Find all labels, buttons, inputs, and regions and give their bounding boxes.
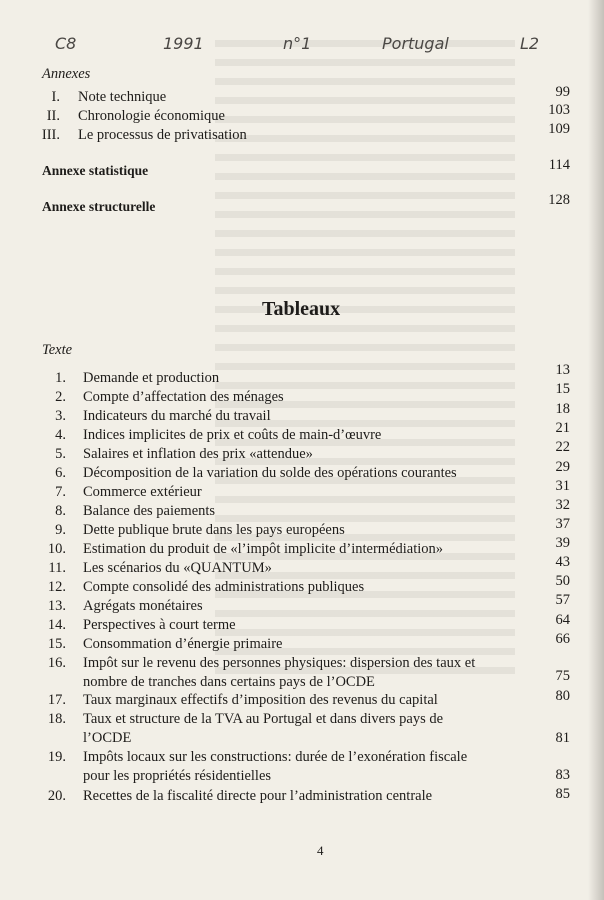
tableau-number: 19. <box>47 749 66 765</box>
tableau-page: 37 <box>555 516 570 532</box>
handwritten-note-2: 1991 <box>163 34 204 53</box>
tableau-page: 13 <box>555 362 570 378</box>
tableau-number: 10. <box>47 541 66 557</box>
tableau-page: 18 <box>555 401 570 417</box>
annex-number: II. <box>46 108 60 124</box>
tableau-label: Impôts locaux sur les constructions: durée de l’exonération fiscale <box>83 749 468 765</box>
tableau-page: 85 <box>555 786 570 802</box>
tableau-label: Salaires et inflation des prix «attendue» <box>83 446 313 462</box>
annex-number: III. <box>41 127 60 143</box>
tableau-page: 32 <box>555 497 570 513</box>
tableau-page: 39 <box>555 535 570 551</box>
tableau-label: Demande et production <box>83 370 220 386</box>
tableau-number: 16. <box>47 655 66 671</box>
annex-number: I. <box>51 89 60 105</box>
tableau-number: 14. <box>47 617 66 633</box>
tableau-label: Compte d’affectation des ménages <box>83 389 284 405</box>
tableaux-title: Tableaux <box>262 298 341 320</box>
tableau-number: 13. <box>47 598 66 614</box>
page-edge-shadow <box>588 0 604 900</box>
page-number: 4 <box>317 843 324 858</box>
tableau-label: Balance des paiements <box>83 503 216 519</box>
tableau-label: Indicateurs du marché du travail <box>83 408 271 424</box>
tableau-label: Recettes de la fiscalité directe pour l’administration centrale <box>83 788 433 804</box>
tableau-page: 22 <box>555 439 570 455</box>
tableau-label: Compte consolidé des administrations publiques <box>83 579 365 595</box>
tableau-number: 20. <box>47 788 66 804</box>
tableau-page: 83 <box>555 767 570 783</box>
tableau-label: Commerce extérieur <box>83 484 202 500</box>
tableau-label: Agrégats monétaires <box>83 598 203 614</box>
tableau-number: 1. <box>55 370 66 386</box>
tableau-number: 18. <box>47 711 66 727</box>
tableau-page: 43 <box>555 554 570 570</box>
annex-page: 99 <box>555 84 570 100</box>
tableau-number: 12. <box>47 579 66 595</box>
tableau-label: Taux marginaux effectifs d’imposition des revenus du capital <box>83 692 438 708</box>
tableau-number: 15. <box>47 636 66 652</box>
annex-label: Chronologie économique <box>78 108 225 124</box>
tableau-number: 17. <box>47 692 66 708</box>
tableau-number: 2. <box>55 389 66 405</box>
tableau-page: 75 <box>555 668 570 684</box>
annexe-statistique-label: Annexe statistique <box>42 163 149 178</box>
handwritten-note-3: n°1 <box>283 34 312 53</box>
tableau-label: Estimation du produit de «l’impôt implicite d’intermédiation» <box>83 541 444 557</box>
tableau-number: 4. <box>55 427 66 443</box>
tableau-page: 15 <box>555 381 570 397</box>
tableau-label: Perspectives à court terme <box>83 617 236 633</box>
tableau-number: 3. <box>55 408 66 424</box>
tableau-number: 11. <box>48 560 66 576</box>
tableau-number: 8. <box>55 503 66 519</box>
tableau-label: Dette publique brute dans les pays européens <box>83 522 345 538</box>
tableau-page: 57 <box>555 592 570 608</box>
tableau-page: 66 <box>555 631 570 647</box>
tableau-label-continuation: l’OCDE <box>83 730 132 746</box>
annexe-statistique-page: 114 <box>548 157 570 173</box>
handwritten-note-5: L2 <box>520 34 540 53</box>
tableau-label-continuation: nombre de tranches dans certains pays de l’OCDE <box>83 674 375 690</box>
annexe-structurelle-page: 128 <box>548 192 570 208</box>
tableau-label: Les scénarios du «QUANTUM» <box>83 560 272 576</box>
tableau-label: Décomposition de la variation du solde des opérations courantes <box>83 465 457 481</box>
tableau-label: Consommation d’énergie primaire <box>83 636 283 652</box>
tableau-number: 6. <box>55 465 66 481</box>
annex-page: 103 <box>548 102 570 118</box>
tableau-page: 29 <box>555 459 570 475</box>
annexes-heading: Annexes <box>42 66 91 82</box>
tableau-page: 21 <box>555 420 570 436</box>
annex-label: Note technique <box>78 89 167 105</box>
handwritten-note-1: C8 <box>55 34 77 53</box>
tableau-number: 7. <box>55 484 66 500</box>
tableau-number: 9. <box>55 522 66 538</box>
handwritten-note-4: Portugal <box>382 34 449 53</box>
annexe-structurelle-label: Annexe structurelle <box>42 199 156 214</box>
tableau-number: 5. <box>55 446 66 462</box>
tableau-page: 50 <box>555 573 570 589</box>
tableau-page: 80 <box>555 688 570 704</box>
tableau-page: 31 <box>555 478 570 494</box>
tableau-page: 81 <box>555 730 570 746</box>
tableau-page: 64 <box>555 612 570 628</box>
annex-page: 109 <box>548 121 570 137</box>
tableau-label-continuation: pour les propriétés résidentielles <box>83 768 272 784</box>
tableau-label: Taux et structure de la TVA au Portugal et dans divers pays de <box>83 711 444 727</box>
annex-label: Le processus de privatisation <box>78 127 247 143</box>
texte-heading: Texte <box>42 342 73 358</box>
tableau-label: Impôt sur le revenu des personnes physiques: dispersion des taux et <box>83 655 476 671</box>
tableau-label: Indices implicites de prix et coûts de main-d’œuvre <box>83 427 382 443</box>
